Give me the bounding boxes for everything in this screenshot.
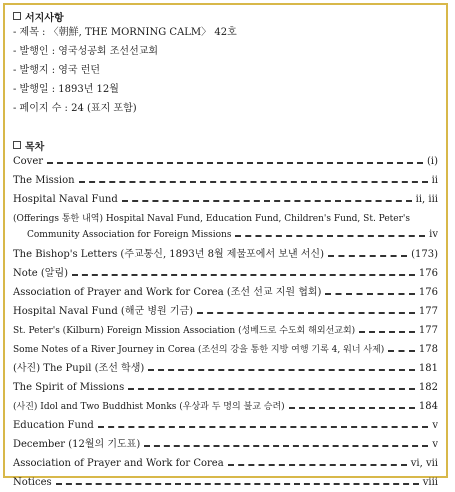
toc-leader [98, 426, 429, 428]
meta-pages: - 페이지 수 : 24 (표지 포함) [13, 103, 137, 114]
toc-entry-page: vi, vii [410, 457, 438, 469]
toc-leader [72, 274, 415, 276]
checkbox-icon [13, 12, 21, 20]
toc-entry [13, 245, 438, 264]
toc-leader [47, 162, 423, 164]
toc-entry-title: Education Fund [13, 419, 94, 431]
toc-entry-page: 182 [418, 381, 438, 393]
toc-entry-title: Association of Prayer and Work for Corea (조선 선교 지원 협회) [13, 286, 322, 298]
toc-entry-page: 177 [418, 305, 438, 317]
toc-entry-title: (Offerings 통한 내역) Hospital Naval Fund, Education Fund, Children's Fund, St. Peter's [13, 214, 410, 224]
meta-date: - 발행일 : 1893년 12월 [13, 84, 119, 95]
toc-entry-page: 176 [418, 286, 438, 298]
toc-leader [128, 388, 415, 390]
toc-entry-page: v [432, 419, 438, 431]
toc-entry [13, 283, 438, 302]
toc-entry-title: St. Peter's (Kilburn) Foreign Mission Association (성베드로 수도회 해외선교회) [13, 325, 356, 336]
toc-entry-title: (사진) Idol and Two Buddhist Monks (우상과 두 명의 불교 승려) [13, 401, 285, 412]
toc-leader [79, 181, 428, 183]
document-frame [3, 3, 448, 488]
meta-title: - 제목 : 〈朝鮮, THE MORNING CALM〉 42호 [13, 27, 237, 38]
toc-entry-page: 177 [418, 324, 438, 336]
toc-entry-title: The Spirit of Missions [13, 381, 125, 393]
toc-entry-title-cont: Community Association for Foreign Missions [27, 230, 232, 240]
toc-entry [13, 416, 438, 435]
toc-entry [13, 190, 438, 209]
toc-entry-page: 184 [418, 400, 438, 412]
toc-entry-page: v [432, 438, 438, 450]
meta-publisher: - 발행인 : 영국성공회 조선선교회 [13, 46, 159, 57]
toc-leader [235, 235, 425, 237]
meta-place: - 발행지 : 영국 런던 [13, 65, 101, 76]
toc-entry-title: Some Notes of a River Journey in Corea (조선의 강을 통한 지방 여행 기록 4, 워너 사제) [13, 344, 385, 355]
toc-entry-title: Notices [13, 476, 52, 488]
toc-entry-page: 178 [418, 343, 438, 355]
toc-entry-page: (i) [426, 155, 438, 167]
toc-leader [328, 255, 407, 257]
toc-leader [56, 483, 419, 485]
toc-entry [13, 171, 438, 190]
toc-entry-title: Hospital Naval Fund [13, 193, 118, 205]
toc-entry-page: ii, iii [415, 193, 438, 205]
toc-entry-page: 176 [418, 267, 438, 279]
toc-entry [13, 264, 438, 283]
toc-entry [13, 302, 438, 321]
toc-heading [13, 138, 438, 152]
toc-leader [148, 369, 415, 371]
toc-entry-title: Association of Prayer and Work for Corea [13, 457, 224, 469]
toc-entry-title: December (12월의 기도표) [13, 438, 141, 450]
toc-leader [144, 445, 428, 447]
bibliographic-heading-text: 서지사항 [25, 12, 64, 24]
toc-entry-title: The Mission [13, 174, 75, 186]
toc-entry-title: (사진) The Pupil (조선 학생) [13, 362, 145, 374]
toc-leader [289, 407, 415, 409]
bibliographic-heading [13, 9, 438, 23]
bibliographic-section [13, 9, 438, 118]
toc-entry [13, 435, 438, 454]
toc-entry [13, 378, 438, 397]
toc-leader [122, 200, 412, 202]
toc-entry-page: ii [431, 174, 438, 186]
toc-leader [228, 464, 407, 466]
toc-entry [13, 397, 438, 416]
toc-section [13, 138, 438, 492]
toc-entry-page: 181 [418, 362, 438, 374]
checkbox-icon [13, 141, 21, 149]
toc-entry-title: Cover [13, 155, 44, 167]
toc-heading-text: 목차 [25, 141, 45, 153]
toc-entry [13, 152, 438, 171]
toc-entry [13, 321, 438, 340]
toc-leader [388, 350, 415, 352]
toc-entry [13, 454, 438, 473]
toc-entry-page: viii [422, 476, 438, 488]
toc-leader [197, 312, 415, 314]
toc-entry [13, 359, 438, 378]
toc-entry-title: Hospital Naval Fund (해군 병원 기금) [13, 305, 194, 317]
toc-entry-continuation [13, 227, 438, 243]
toc-entry-page: iv [429, 229, 438, 240]
toc-entry-page: (173) [411, 248, 438, 260]
toc-entry-title: The Bishop's Letters (주교통신, 1893년 8월 제물포에서 보낸 서신) [13, 248, 324, 260]
toc-entry [13, 340, 438, 359]
toc-leader [325, 293, 414, 295]
toc-leader [359, 331, 415, 333]
toc-entry [13, 209, 438, 245]
toc-entry [13, 473, 438, 492]
toc-entry-title: Note (알림) [13, 267, 69, 279]
